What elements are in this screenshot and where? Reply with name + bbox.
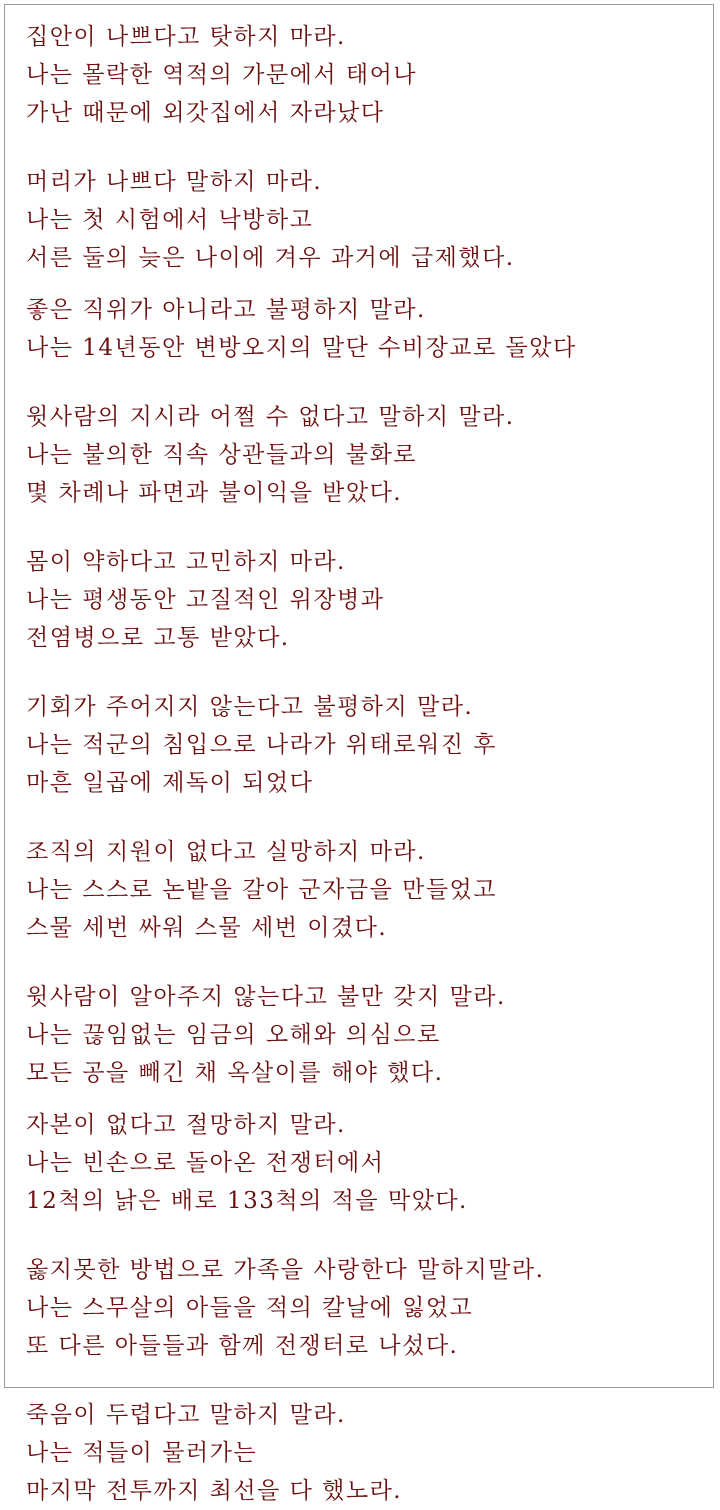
stanza-line: 윗사람이 알아주지 않는다고 불만 갖지 말라. (26, 984, 506, 1010)
stanza-line: 머리가 나쁘다 말하지 마라. (26, 169, 323, 195)
stanza-line: 죽음이 두렵다고 말하지 말라. (26, 1402, 346, 1428)
stanza-line: 모든 공을 빼긴 채 옥살이를 해야 했다. (26, 1060, 444, 1086)
stanza-line: 마지막 전투까지 최선을 다 했노라. (26, 1478, 403, 1504)
stanza-9 (26, 1106, 706, 1220)
stanza-7 (26, 833, 706, 947)
stanza-line: 나는 첫 시험에서 낙방하고 (26, 207, 314, 233)
stanza-1 (26, 18, 706, 132)
stanza-line: 전염병으로 고통 받았다. (26, 625, 290, 651)
stanza-line: 스물 세번 싸워 스물 세번 이겼다. (26, 915, 388, 941)
stanza-11 (26, 1396, 706, 1510)
stanza-line: 12척의 낡은 배로 133척의 적을 막았다. (26, 1188, 468, 1214)
stanza-line: 몸이 약하다고 고민하지 마라. (26, 549, 346, 575)
stanza-line: 가난 때문에 외갓집에서 자라났다 (26, 100, 385, 126)
stanza-line: 나는 14년동안 변방오지의 말단 수비장교로 돌았다 (26, 335, 577, 361)
stanza-line: 옳지못한 방법으로 가족을 사랑한다 말하지말라. (26, 1257, 545, 1283)
stanza-line: 나는 적군의 침입으로 나라가 위태로워진 후 (26, 732, 497, 758)
stanza-5 (26, 543, 706, 657)
stanza-line: 나는 불의한 직속 상관들과의 불화로 (26, 442, 418, 468)
stanza-6 (26, 688, 706, 802)
stanza-line: 나는 평생동안 고질적인 위장병과 (26, 587, 385, 613)
stanza-line: 나는 끊임없는 임금의 오해와 의심으로 (26, 1022, 441, 1048)
poem-text (26, 18, 706, 1510)
stanza-line: 기회가 주어지지 않는다고 불평하지 말라. (26, 694, 474, 720)
stanza-line: 또 다른 아들들과 함께 전쟁터로 나섰다. (26, 1333, 459, 1359)
stanza-line: 나는 빈손으로 돌아온 전쟁터에서 (26, 1150, 385, 1176)
stanza-line: 조직의 지원이 없다고 실망하지 마라. (26, 839, 426, 865)
stanza-4 (26, 398, 706, 512)
stanza-line: 좋은 직위가 아니라고 불평하지 말라. (26, 297, 426, 323)
stanza-line: 윗사람의 지시라 어쩔 수 없다고 말하지 말라. (26, 404, 515, 430)
stanza-line: 나는 적들이 물러가는 (26, 1440, 258, 1466)
stanza-line: 나는 스스로 논밭을 갈아 군자금을 만들었고 (26, 877, 497, 903)
stanza-line: 서른 둘의 늦은 나이에 겨우 과거에 급제했다. (26, 245, 515, 271)
stanza-line: 몇 차례나 파면과 불이익을 받았다. (26, 480, 403, 506)
stanza-2 (26, 163, 706, 277)
stanza-line: 나는 스무살의 아들을 적의 칼날에 잃었고 (26, 1295, 474, 1321)
stanza-10 (26, 1251, 706, 1365)
stanza-8 (26, 978, 706, 1092)
stanza-line: 집안이 나쁘다고 탓하지 마라. (26, 24, 346, 50)
stanza-line: 나는 몰락한 역적의 가문에서 태어나 (26, 62, 418, 88)
stanza-line: 마흔 일곱에 제독이 되었다 (26, 770, 314, 796)
stanza-3 (26, 291, 706, 367)
stanza-line: 자본이 없다고 절망하지 말라. (26, 1112, 346, 1138)
